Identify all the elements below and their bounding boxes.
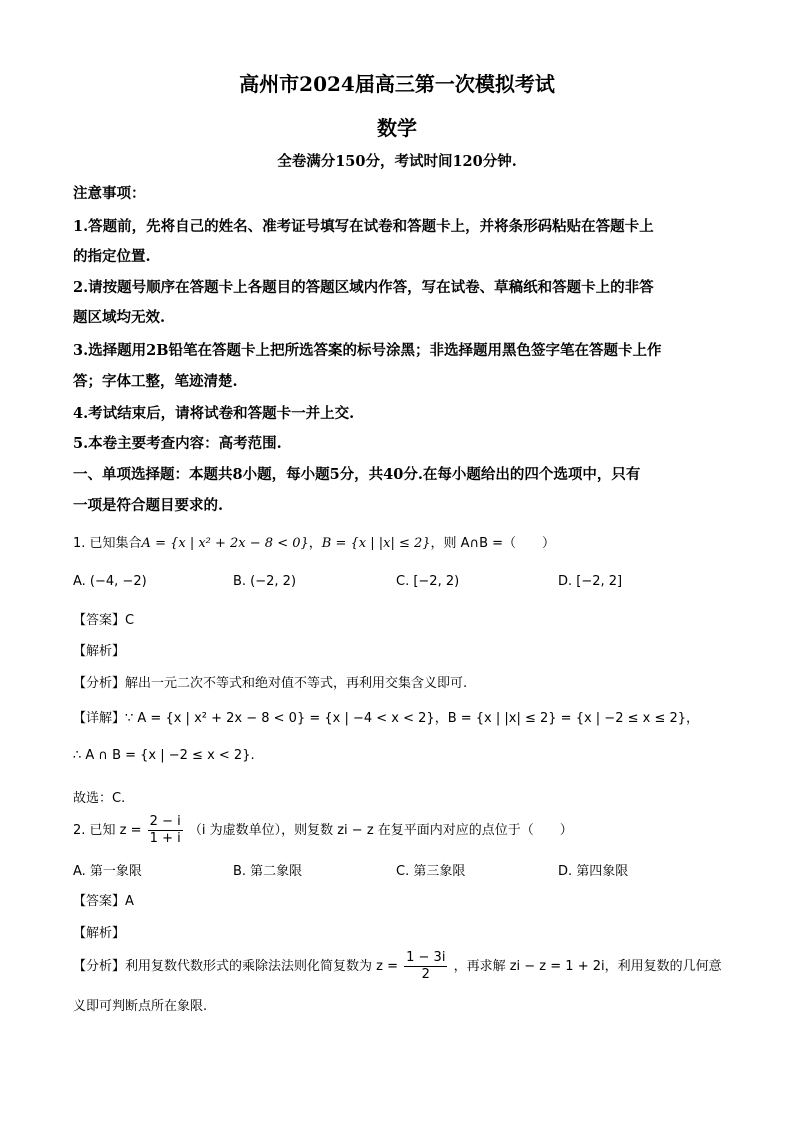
q2-jiexi: 【解析】: [73, 926, 126, 941]
q2-option-b: B. 第二象限: [233, 864, 303, 879]
q2-fenxi-num: 1 − 3i: [406, 950, 446, 965]
notice-line: 1.答题前，先将自己的姓名、准考证号填写在试卷和答题卡上，并将条形码粘贴在答题卡上: [73, 218, 654, 235]
q1-sep: ，: [308, 536, 322, 551]
q1-detail-1: 【详解】∵ A = {x | x² + 2x − 8 < 0} = {x | −4 < x < 2}，B = {x | |x| ≤ 2} = {x | −2 ≤ x ≤ 2}，: [73, 711, 700, 726]
q1-option-b: B. (−2, 2): [233, 574, 297, 589]
notice-line: 题区域均无效.: [73, 309, 166, 326]
q2-fraction-num: 2 − i: [149, 814, 181, 829]
question-1: [73, 532, 555, 551]
notice-line: 4.考试结束后，请将试卷和答题卡一并上交.: [73, 405, 355, 422]
q1-option-d: D. [−2, 2]: [558, 574, 623, 589]
q1-fenxi: 【分析】解出一元二次不等式和绝对值不等式，再利用交集含义即可.: [73, 676, 468, 691]
q2-answer: 【答案】A: [73, 894, 134, 909]
q2-fenxi-a: 【分析】利用复数代数形式的乘除法法则化简复数为 z =: [73, 959, 398, 974]
subject-title: 数学: [377, 116, 417, 140]
q1-option-c: C. [−2, 2): [396, 574, 460, 589]
q2-prefix: 2. 已知 z =: [73, 823, 142, 838]
q1-ask: ，则 A∩B =（ ）: [430, 536, 556, 551]
q2-fenxi-fraction: [404, 950, 447, 983]
q2-option-d: D. 第四象限: [558, 864, 629, 879]
q2-fenxi-cont: 义即可判断点所在象限.: [73, 999, 208, 1014]
q2-fenxi-b: ，再求解 zi − z = 1 + 2i，利用复数的几何意: [453, 959, 722, 974]
notice-heading: 注意事项：: [73, 185, 146, 202]
section-heading: 一、单项选择题：本题共8小题，每小题5分，共40分.在每小题给出的四个选项中，只有: [73, 466, 641, 483]
question-2: [73, 814, 573, 847]
q2-fraction-den: 1 + i: [149, 831, 181, 846]
q2-option-a: A. 第一象限: [73, 864, 142, 879]
q2-fraction: [148, 814, 183, 847]
q1-jiexi: 【解析】: [73, 644, 126, 659]
q1-set-b: B = {x | |x| ≤ 2}: [321, 536, 431, 551]
q1-answer: 【答案】C: [73, 613, 135, 628]
q1-option-a: A. (−4, −2): [73, 574, 147, 589]
notice-line: 5.本卷主要考查内容：高考范围.: [73, 435, 282, 452]
q2-fenxi-den: 2: [421, 967, 430, 982]
q2-rest: （i 为虚数单位），则复数 zi − z 在复平面内对应的点位于（ ）: [188, 823, 573, 838]
notice-line: 答；字体工整，笔迹清楚.: [73, 373, 238, 390]
q1-choose: 故选：C.: [73, 791, 126, 806]
q1-prefix: 1. 已知集合: [73, 536, 142, 551]
q1-detail-2: ∴ A ∩ B = {x | −2 ≤ x < 2}.: [73, 748, 255, 763]
exam-title: 高州市2024届高三第一次模拟考试: [239, 72, 555, 96]
exam-meta: 全卷满分150分，考试时间120分钟.: [277, 153, 517, 170]
q2-option-c: C. 第三象限: [396, 864, 466, 879]
q1-set-a: A = {x | x² + 2x − 8 < 0}: [141, 536, 309, 551]
notice-line: 的指定位置.: [73, 248, 151, 265]
notice-line: 3.选择题用2B铅笔在答题卡上把所选答案的标号涂黑；非选择题用黑色签字笔在答题卡上作: [73, 342, 662, 359]
q2-fenxi: [73, 950, 722, 983]
section-heading-cont: 一项是符合题目要求的.: [73, 497, 224, 514]
notice-line: 2.请按题号顺序在答题卡上各题目的答题区域内作答，写在试卷、草稿纸和答题卡上的非答: [73, 279, 654, 296]
